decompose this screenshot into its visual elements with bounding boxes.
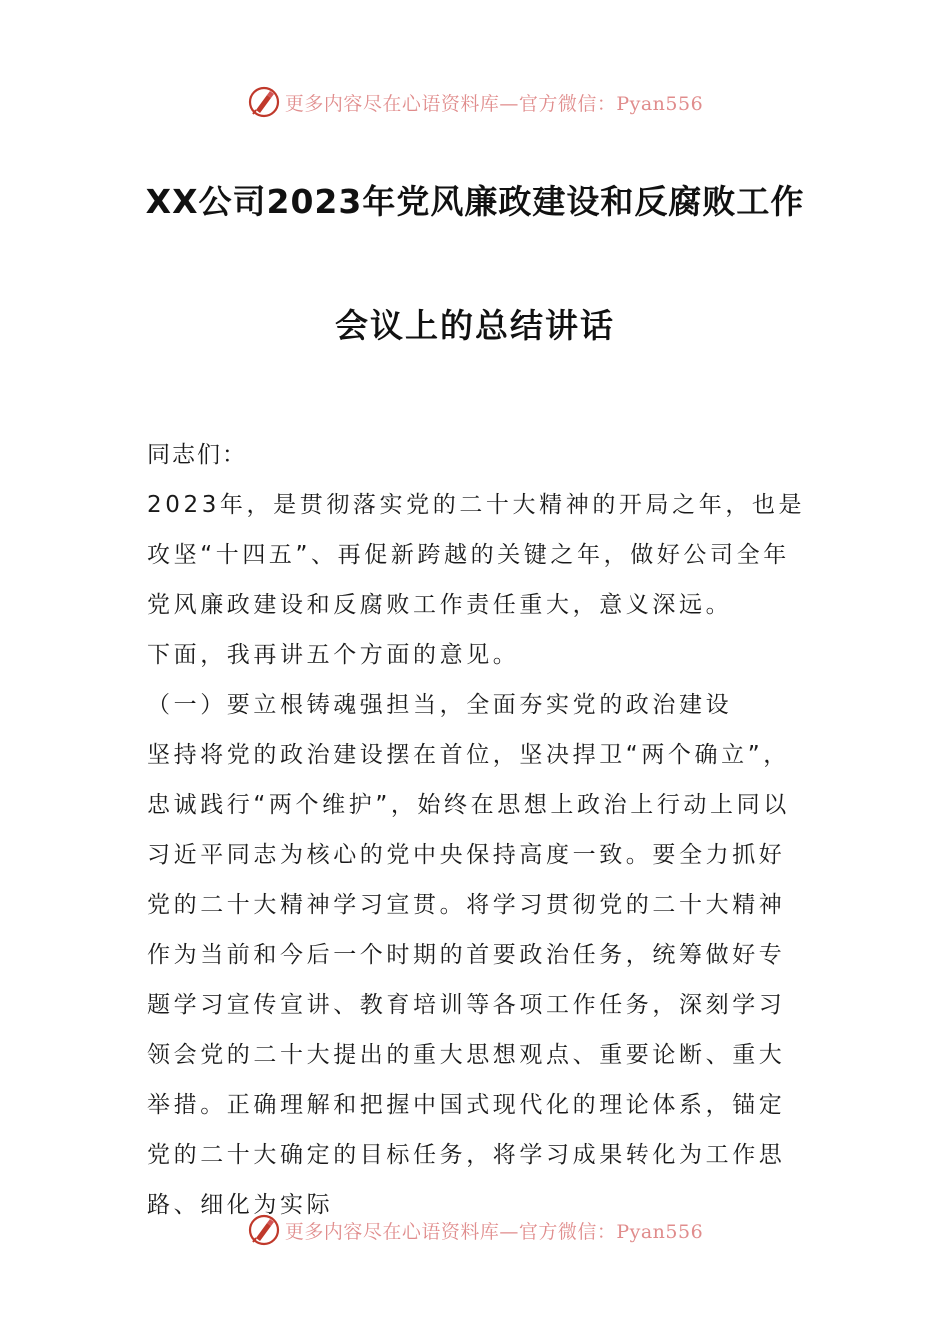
document-body bbox=[147, 430, 807, 1230]
watermark-text: 更多内容尽在心语资料库—官方微信：Pyan556 bbox=[284, 92, 704, 115]
paragraph-intro: 2023年，是贯彻落实党的二十大精神的开局之年，也是攻坚“十四五”、再促新跨越的关键之年，做好公司全年党风廉政建设和反腐败工作责任重大，意义深远。 bbox=[147, 492, 806, 618]
pen-nib-logo-icon bbox=[247, 1213, 281, 1247]
section-heading-1: （一）要立根铸魂强担当，全面夯实党的政治建设 bbox=[147, 692, 733, 718]
header-watermark bbox=[0, 82, 950, 122]
salutation: 同志们： bbox=[147, 442, 247, 468]
paragraph-section-1: 坚持将党的政治建设摆在首位，坚决捍卫“两个确立”，忠诚践行“两个维护”，始终在思想上政治上行动上同以习近平同志为核心的党中央保持高度一致。要全力抓好党的二十大精神学习宣贯。将学习贯彻党的二十大精神作为当前和今后一个时期的首要政治任务，统筹做好专题学习宣传宣讲、教育培训等各项工作任务，深刻学习领会党的二十大提出的重大思想观点、重要论断、重大举措。正确理解和把握中国式现代化的理论体系，锚定党的二十大确定的目标任务，将学习成果转化为工作思路、细化为实际 bbox=[147, 742, 790, 1218]
watermark-text: 更多内容尽在心语资料库—官方微信：Pyan556 bbox=[284, 1220, 704, 1243]
pen-nib-logo-icon bbox=[247, 85, 281, 119]
document-title-line-2: 会议上的总结讲话 bbox=[335, 306, 615, 345]
document-title-line-1: XX公司2023年党风廉政建设和反腐败工作 bbox=[145, 182, 805, 221]
footer-watermark bbox=[0, 1210, 950, 1250]
paragraph-transition: 下面，我再讲五个方面的意见。 bbox=[147, 642, 520, 668]
